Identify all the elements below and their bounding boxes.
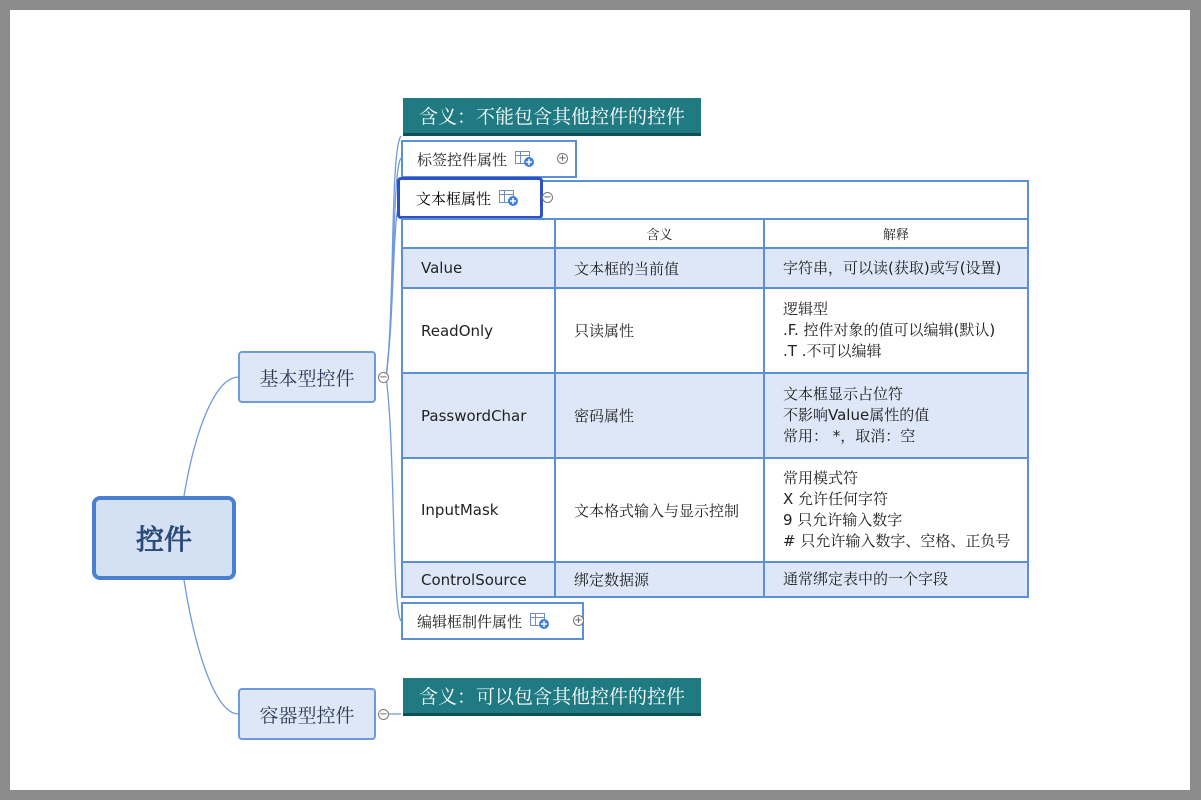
container-meaning-node[interactable]	[403, 678, 701, 716]
expand-editbox-props-icon[interactable]: +	[574, 615, 583, 626]
prop-name-cell: ControlSource	[402, 562, 555, 597]
desc-line: 常用模式符	[783, 469, 859, 487]
expand-label-props-icon[interactable]: +	[558, 153, 567, 164]
desc-line: 9 只允许输入数字	[783, 511, 903, 529]
prop-name-cell: InputMask	[402, 458, 555, 562]
prop-desc-cell	[764, 248, 1028, 288]
prop-desc-cell	[764, 458, 1028, 562]
prop-desc-cell	[764, 562, 1028, 597]
table-icon	[515, 151, 535, 168]
textbox-props-label: 文本框属性	[416, 189, 492, 208]
desc-line: 常用： *，取消：空	[783, 427, 916, 445]
desc-line: # 只允许输入数字、空格、正负号	[783, 532, 1011, 550]
desc-line: 不影响Value属性的值	[783, 406, 930, 424]
editbox-props-node[interactable]	[401, 602, 584, 640]
prop-desc-cell	[764, 288, 1028, 373]
label-props-label: 标签控件属性	[417, 150, 508, 169]
collapse-container-icon[interactable]: −	[379, 709, 388, 720]
desc-line: 通常绑定表中的一个字段	[783, 570, 949, 588]
table-icon	[499, 190, 519, 207]
prop-name-cell: ReadOnly	[402, 288, 555, 373]
table-header-cell	[402, 219, 555, 248]
table-row	[402, 562, 1028, 597]
collapse-basic-icon[interactable]: −	[379, 372, 388, 383]
desc-line: .F. 控件对象的值可以编辑(默认)	[783, 321, 996, 339]
prop-meaning-cell: 文本格式输入与显示控制	[555, 458, 764, 562]
editbox-props-label: 编辑框制件属性	[417, 612, 523, 631]
desc-line: X 允许任何字符	[783, 490, 889, 508]
table-header-cell: 含义	[555, 219, 764, 248]
basic-controls-label: 基本型控件	[259, 367, 355, 390]
container-meaning-label: 含义：可以包含其他控件的控件	[419, 686, 686, 708]
desc-line: 文本框显示占位符	[783, 385, 904, 403]
prop-meaning-cell: 文本框的当前值	[555, 248, 764, 288]
link-basic-editbox	[386, 377, 401, 621]
basic-controls-node[interactable]	[238, 351, 376, 403]
prop-meaning-cell: 绑定数据源	[555, 562, 764, 597]
textbox-props-node[interactable]	[397, 177, 543, 219]
collapse-textbox-props-icon[interactable]: −	[543, 192, 552, 203]
basic-meaning-label: 含义：不能包含其他控件的控件	[419, 106, 686, 128]
desc-line: .T .不可以编辑	[783, 342, 882, 360]
container-controls-label: 容器型控件	[259, 704, 355, 727]
mindmap-canvas	[10, 10, 1190, 790]
table-icon	[530, 613, 550, 630]
table-row	[402, 288, 1028, 373]
container-controls-node[interactable]	[238, 688, 376, 740]
link-root-container	[184, 580, 238, 714]
link-root-basic	[184, 377, 238, 496]
prop-desc-cell	[764, 373, 1028, 458]
desc-line: 字符串，可以读(获取)或写(设置)	[783, 258, 1002, 277]
table-row	[402, 248, 1028, 288]
prop-name-cell: PasswordChar	[402, 373, 555, 458]
basic-meaning-node[interactable]	[403, 98, 701, 136]
root-node[interactable]	[92, 496, 236, 580]
prop-meaning-cell: 只读属性	[555, 288, 764, 373]
prop-meaning-cell: 密码属性	[555, 373, 764, 458]
table-row	[402, 373, 1028, 458]
table-header-cell: 解释	[764, 219, 1028, 248]
table-header-row	[402, 219, 1028, 248]
label-props-node[interactable]	[401, 140, 577, 178]
textbox-props-table	[401, 218, 1029, 598]
prop-name-cell: Value	[402, 248, 555, 288]
root-label: 控件	[135, 523, 192, 556]
desc-line: 逻辑型	[783, 300, 829, 318]
table-row	[402, 458, 1028, 562]
